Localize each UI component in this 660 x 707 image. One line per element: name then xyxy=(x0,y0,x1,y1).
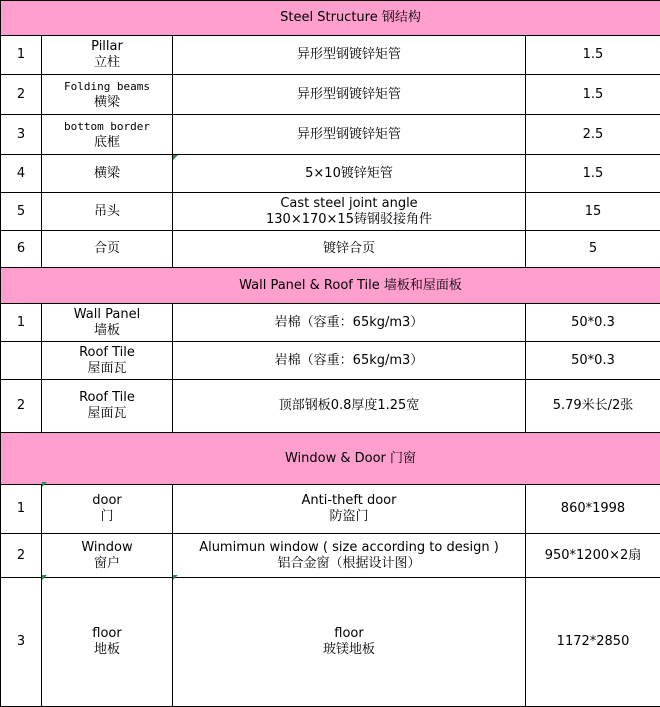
value-cell: 1.5 xyxy=(526,36,660,75)
section-steel-structure xyxy=(1,1,660,36)
value-cell: 15 xyxy=(526,193,660,231)
item-name-en: floor xyxy=(42,626,172,642)
spec-cell xyxy=(173,534,526,578)
row-number: 1 xyxy=(1,485,42,534)
table-row xyxy=(1,193,660,231)
spec-cell xyxy=(173,342,526,380)
value-cell: 5 xyxy=(526,231,660,268)
item-name-cell xyxy=(42,578,173,707)
value-cell: 860*1998 xyxy=(526,485,660,534)
row-number: 4 xyxy=(1,155,42,193)
table-row xyxy=(1,485,660,534)
item-name-en: Window xyxy=(42,540,172,556)
spec-cell xyxy=(173,485,526,534)
item-name-en: Folding beams xyxy=(42,79,172,95)
item-name-cn: 横梁 xyxy=(42,166,172,182)
table-row xyxy=(1,304,660,342)
item-name-cn: 底框 xyxy=(42,135,172,151)
section-title: Window & Door 门窗 xyxy=(1,433,660,485)
spec-cn: 岩棉（容重：65kg/m3） xyxy=(275,353,424,368)
spec-en: floor xyxy=(173,626,525,642)
spec-cell xyxy=(173,155,526,193)
item-name-cn: 屋面瓦 xyxy=(42,406,172,422)
section-title: Wall Panel & Roof Tile 墙板和屋面板 xyxy=(1,268,660,304)
table-row xyxy=(1,380,660,433)
row-number: 3 xyxy=(1,578,42,707)
item-name-en: Roof Tile xyxy=(42,390,172,406)
spec-cn: 130×170×15铸钢驳接角件 xyxy=(173,212,525,228)
value-cell: 50*0.3 xyxy=(526,342,660,380)
spec-en: Alumimun window ( size according to design ) xyxy=(173,540,525,556)
spec-cell xyxy=(173,193,526,231)
row-number: 2 xyxy=(1,75,42,115)
table-row xyxy=(1,231,660,268)
table-row xyxy=(1,342,660,380)
item-name-cell xyxy=(42,231,173,268)
table-row xyxy=(1,578,660,707)
item-name-cn: 地板 xyxy=(42,642,172,658)
item-name-cell xyxy=(42,380,173,433)
item-name-cn: 立柱 xyxy=(42,55,172,71)
section-wall-panel-roof-tile xyxy=(1,268,660,304)
value-cell: 1172*2850 xyxy=(526,578,660,707)
item-name-en: Pillar xyxy=(42,39,172,55)
value-cell: 50*0.3 xyxy=(526,304,660,342)
spec-cell xyxy=(173,231,526,268)
row-number xyxy=(1,342,42,380)
item-name-cell xyxy=(42,304,173,342)
table-row xyxy=(1,115,660,155)
spec-cell xyxy=(173,36,526,75)
item-name-cell xyxy=(42,342,173,380)
cell-marker-icon xyxy=(173,155,178,160)
item-name-cell xyxy=(42,115,173,155)
value-cell: 950*1200×2扇 xyxy=(526,534,660,578)
table-row xyxy=(1,534,660,578)
spec-cn: 岩棉（容重：65kg/m3） xyxy=(275,315,424,330)
spec-cell xyxy=(173,380,526,433)
item-name-en: bottom border xyxy=(42,119,172,135)
item-name-cn: 门 xyxy=(42,509,172,525)
item-name-en: Roof Tile xyxy=(42,345,172,361)
spec-cell xyxy=(173,578,526,707)
value-cell: 1.5 xyxy=(526,155,660,193)
item-name-cn: 合页 xyxy=(42,241,172,257)
spec-cn: 防盗门 xyxy=(173,509,525,525)
cell-marker-icon xyxy=(42,575,47,580)
value-cell: 5.79米长/2张 xyxy=(526,380,660,433)
table-row xyxy=(1,155,660,193)
value-cell: 2.5 xyxy=(526,115,660,155)
section-title: Steel Structure 钢结构 xyxy=(1,1,660,36)
row-number: 3 xyxy=(1,115,42,155)
item-name-cell xyxy=(42,193,173,231)
section-window-door xyxy=(1,433,660,485)
item-name-cn: 横梁 xyxy=(42,95,172,111)
item-name-cn: 屋面瓦 xyxy=(42,361,172,377)
cell-marker-icon xyxy=(42,482,47,487)
spec-en: Cast steel joint angle xyxy=(173,196,525,212)
value-cell: 1.5 xyxy=(526,75,660,115)
spec-cn: 5×10镀锌矩管 xyxy=(305,166,393,181)
item-name-cell xyxy=(42,75,173,115)
item-name-cn: 窗户 xyxy=(42,556,172,572)
spec-cell xyxy=(173,115,526,155)
row-number: 2 xyxy=(1,534,42,578)
spec-cn: 异形型钢镀锌矩管 xyxy=(297,127,401,142)
item-name-en: Wall Panel xyxy=(42,307,172,323)
item-name-cell xyxy=(42,36,173,75)
row-number: 6 xyxy=(1,231,42,268)
spec-cn: 玻镁地板 xyxy=(173,642,525,658)
item-name-cn: 吊头 xyxy=(42,204,172,220)
item-name-cell xyxy=(42,534,173,578)
item-name-cell xyxy=(42,155,173,193)
table-row xyxy=(1,75,660,115)
item-name-cell xyxy=(42,485,173,534)
cell-marker-icon xyxy=(173,575,178,580)
spec-cn: 镀锌合页 xyxy=(323,241,375,256)
item-name-en: door xyxy=(42,493,172,509)
spec-cn: 顶部钢板0.8厚度1.25宽 xyxy=(279,398,420,413)
row-number: 1 xyxy=(1,36,42,75)
spec-cn: 异形型钢镀锌矩管 xyxy=(297,47,401,62)
row-number: 1 xyxy=(1,304,42,342)
spec-cn: 铝合金窗（根据设计图） xyxy=(173,556,525,572)
spec-cn: 异形型钢镀锌矩管 xyxy=(297,87,401,102)
row-number: 5 xyxy=(1,193,42,231)
spec-en: Anti-theft door xyxy=(173,493,525,509)
spec-cell xyxy=(173,304,526,342)
table-row xyxy=(1,36,660,75)
row-number: 2 xyxy=(1,380,42,433)
item-name-cn: 墙板 xyxy=(42,323,172,339)
spec-cell xyxy=(173,75,526,115)
